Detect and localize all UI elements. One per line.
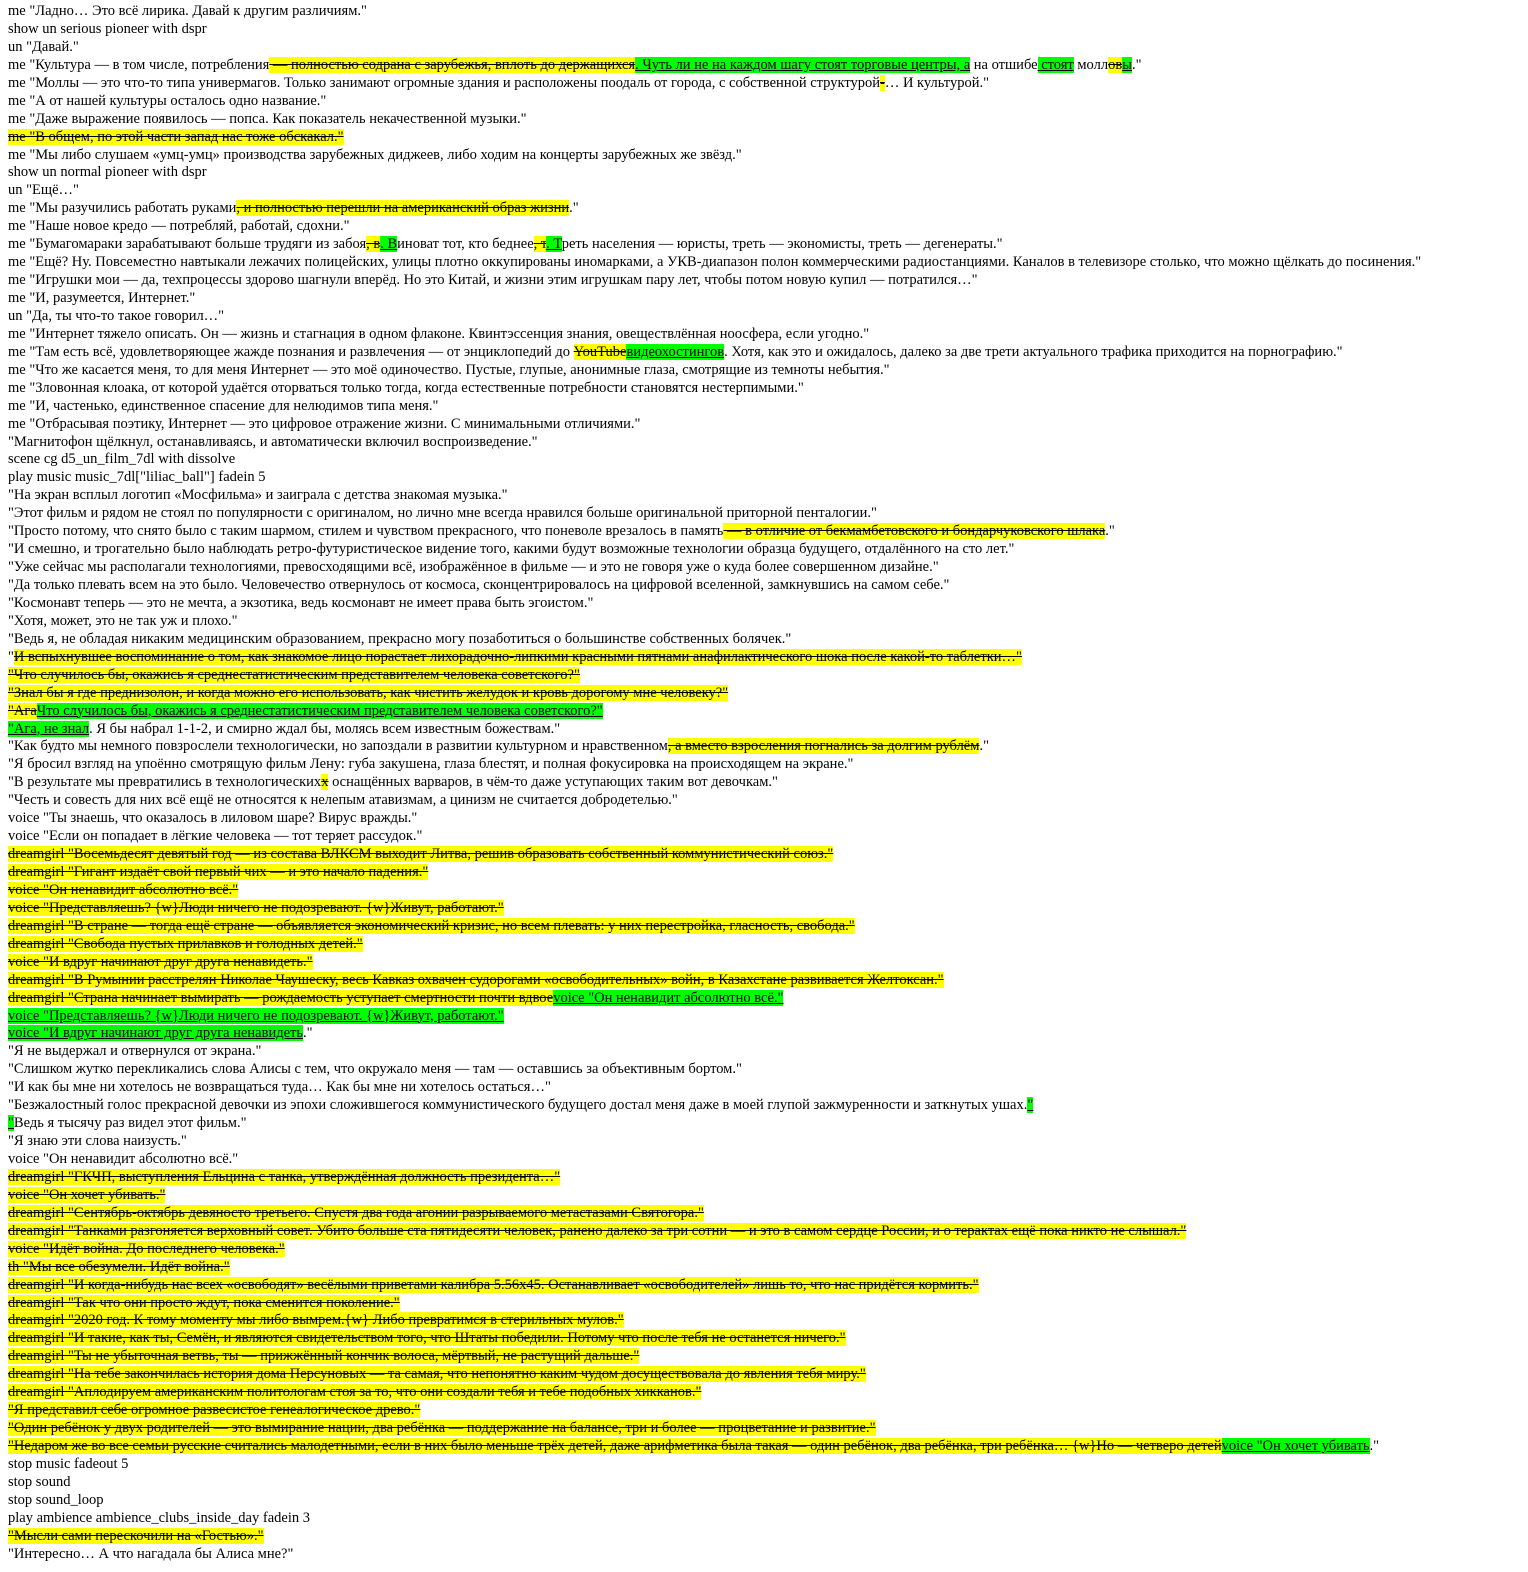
script-line — [8, 541, 1528, 559]
text-segment: "И смешно, и трогательно было наблюдать ретро-футуристическое видение того, какими будут возможные технологии образца будущего, отдалённого на сто лет." — [8, 541, 1015, 558]
text-segment: voice "Он ненавидит абсолютно всё." — [8, 1151, 239, 1167]
text-segment: "Магнитофон щёлкнул, останавливаясь, и автоматически включил воспроизведение." — [8, 433, 538, 450]
script-line — [8, 469, 1528, 487]
text-segment: un "Да, ты что-то такое говорил…" — [8, 307, 225, 324]
text-segment: me "Игрушки мои — да, техпроцессы здорово шагнули вперёд. Но это Китай, и жизни этим игрушкам пару лет, чтобы потом новую купил — потратился…" — [8, 272, 978, 289]
text-segment: ." — [979, 738, 989, 755]
script-line — [8, 75, 1528, 93]
text-segment: . Я бы набрал 1-1-2, и смирно ждал бы, молясь всем известным божествам." — [89, 720, 561, 737]
script-line — [8, 1330, 1528, 1348]
text-segment: play music music_7dl["liliac_ball"] fadein 5 — [8, 469, 266, 486]
script-line — [8, 1223, 1528, 1241]
script-line — [8, 272, 1528, 290]
script-line — [8, 1025, 1528, 1043]
text-segment: "Просто потому, что снято было с таким шармом, стилем и чувством прекрасного, что поневоле врезалось в память — [8, 523, 724, 540]
text-segment: "Слишком жутко перекликались слова Алисы с тем, что окружало меня — там — оставшись за объективным бортом." — [8, 1061, 742, 1078]
text-segment: иноват тот, кто беднее — [397, 236, 534, 253]
deleted-text: dreamgirl "Ты не убыточная ветвь, ты — прижжённый кончик волоса, мёртвый, не растущий дальше." — [8, 1348, 640, 1365]
deleted-text: th "Мы все обезумели. Идёт война." — [8, 1258, 230, 1275]
text-segment: "Я бросил взгляд на упоённо смотрящую фильм Лену: губа закушена, глаза блестят, и полная фокусировка на происходящем на экране." — [8, 756, 854, 773]
text-segment: ." — [1131, 56, 1142, 73]
deleted-text: "Один ребёнок у двух родителей — это вымирание нации, два ребёнка — поддержание на балансе, три и более — процветание и развитие." — [8, 1420, 876, 1437]
text-segment: "Безжалостный голос прекрасной девочки из эпохи сложившегося коммунистического будущего достал меня даже в моей глупой зажмуренности и заткнутых ушах. — [8, 1097, 1028, 1114]
deleted-text: , а вместо взросления погнались за долгим рублём — [667, 738, 980, 755]
script-line — [8, 792, 1528, 810]
script-line — [8, 1348, 1528, 1366]
text-segment: stop sound_loop — [8, 1491, 104, 1508]
deleted-text: dreamgirl "ГКЧП, выступления Ельцина с танка, утверждённая должность президента…" — [8, 1168, 561, 1185]
script-line — [8, 147, 1528, 165]
inserted-text: . Т — [546, 236, 562, 253]
text-segment: "Этот фильм и рядом не стоял по популярности с оригиналом, но лично мне всегда нравился больше оригинальной приторной пенталогии." — [8, 505, 877, 522]
text-segment: оснащённых варваров, в чём-то даже уступающих таким вот девочкам." — [328, 774, 778, 791]
deleted-text: И вспыхнувшее воспоминание о том, как знакомое лицо порастает лихорадочно-липкими красными пятнами анафилактического шока после какой-то таблетки…" — [13, 648, 1022, 665]
script-line — [8, 1474, 1528, 1492]
inserted-text: Что случилось бы, окажись я среднестатистическим представителем человека советского?" — [36, 702, 603, 719]
text-segment: реть населения — юристы, треть — экономисты, треть — дегенераты." — [561, 236, 1003, 253]
script-line — [8, 1008, 1528, 1026]
script-line — [8, 451, 1528, 469]
script-line — [8, 290, 1528, 308]
text-segment: voice "Если он попадает в лёгкие человека — тот теряет рассудок." — [8, 828, 423, 845]
text-segment: на отшибе — [970, 56, 1038, 73]
deleted-text: "Что случилось бы, окажись я среднестатистическим представителем человека советского?" — [8, 666, 580, 683]
script-line — [8, 308, 1528, 326]
text-segment: voice "Ты знаешь, что оказалось в лиловом шаре? Вирус вражды." — [8, 810, 418, 827]
script-line — [8, 1133, 1528, 1151]
script-line — [8, 577, 1528, 595]
text-segment: stop sound — [8, 1473, 71, 1490]
text-segment: "Интересно… А что нагадала бы Алиса мне?" — [8, 1545, 294, 1562]
script-line — [8, 1384, 1528, 1402]
text-segment: Ведь я тысячу раз видел этот фильм." — [13, 1115, 247, 1132]
script-line — [8, 434, 1528, 452]
script-line — [8, 487, 1528, 505]
script-line — [8, 864, 1528, 882]
script-line — [8, 1115, 1528, 1133]
text-segment: play ambience ambience_clubs_inside_day fadein 3 — [8, 1509, 310, 1526]
deleted-text: х — [321, 774, 329, 791]
deleted-text: — в отличие от бекмамбетовского и бондарчуковского шлака — [723, 523, 1106, 540]
text-segment: "В результате мы превратились в технологических — [8, 774, 322, 791]
text-segment: "И как бы мне ни хотелось не возвращаться туда… Как бы мне ни хотелось остаться…" — [8, 1079, 551, 1096]
deleted-text: — полностью содрана с зарубежья, вплоть до держащихся — [269, 56, 636, 73]
script-line — [8, 972, 1528, 990]
script-line — [8, 1259, 1528, 1277]
script-line — [8, 218, 1528, 236]
inserted-text: voice "Он ненавидит абсолютно всё." — [553, 989, 784, 1006]
text-segment: "Да только плевать всем на это было. Человечество отвернулось от космоса, сконцентрировалось на цифровой вселенной, замкнувшись на самом себе." — [8, 577, 950, 593]
inserted-text: voice "Он хочет убивать — [1221, 1438, 1370, 1454]
script-line — [8, 182, 1528, 200]
text-segment: "На экран всплыл логотип «Мосфильма» и заиграла с детства знакомая музыка." — [8, 487, 508, 504]
script-line — [8, 685, 1528, 703]
text-segment: "Я знаю эти слова наизусть." — [8, 1133, 187, 1150]
script-line — [8, 57, 1528, 75]
text-segment: me "Даже выражение появилось — попса. Как показатель некачественной музыки." — [8, 110, 527, 127]
deleted-text: dreamgirl "На тебе закончилась история дома Персуновых — та самая, что непонятно каким чудом досуществовала до явления тебя миру." — [8, 1366, 866, 1383]
script-line — [8, 649, 1528, 667]
script-line — [8, 326, 1528, 344]
inserted-text: voice "И вдруг начинают друг друга ненавидеть — [8, 1025, 303, 1042]
script-line — [8, 631, 1528, 649]
script-line — [8, 756, 1528, 774]
script-line — [8, 1295, 1528, 1313]
text-segment: un "Ещё…" — [8, 182, 79, 199]
text-segment: ." — [302, 1025, 313, 1042]
script-line — [8, 828, 1528, 846]
text-segment: " — [8, 648, 14, 665]
inserted-text: . В — [380, 236, 398, 253]
text-segment: me "А от нашей культуры осталось одно название." — [8, 92, 327, 109]
script-line — [8, 1241, 1528, 1259]
deleted-text: dreamgirl "2020 год. К тому моменту мы либо вымрем.{w} Либо превратимся в стерильных мулов." — [8, 1312, 624, 1329]
deleted-text: dreamgirl "Страна начинает вымирать — рождаемость уступает смертности почти вдвое — [8, 989, 554, 1006]
text-segment: me "И, частенько, единственное спасение для нелюдимов типа меня." — [8, 397, 439, 414]
deleted-text: dreamgirl "Восемьдесят девятый год — из состава ВЛКСМ выходит Литва, решив образовать собственный коммунистический союз." — [8, 846, 834, 863]
script-line — [8, 416, 1528, 434]
script-line — [8, 846, 1528, 864]
script-line — [8, 1277, 1528, 1295]
script-line — [8, 900, 1528, 918]
script-line — [8, 1492, 1528, 1510]
inserted-text: стоят — [1037, 56, 1074, 73]
inserted-text: "Ага, не знал — [8, 720, 90, 737]
script-line — [8, 1079, 1528, 1097]
text-segment: молл — [1073, 56, 1109, 73]
text-segment: me "Моллы — это что-то типа универмагов. Только занимают огромные здания и расположены поодаль от города, с собственной структурой — [8, 74, 880, 91]
text-segment: me "Зловонная клоака, от которой удаётся оторваться только тогда, когда естественные потребности становятся нестерпимыми." — [8, 379, 804, 396]
script-line — [8, 990, 1528, 1008]
deleted-text: dreamgirl "Аплодируем американским политологам стоя за то, что они создали тебя и тебе подобных хикканов." — [8, 1384, 702, 1401]
deleted-text: voice "Представляешь? {w}Люди ничего не подозревают. {w}Живут, работают." — [8, 899, 504, 916]
text-segment: me "Ещё? Ну. Повсеместно навтыкали лежачих полицейских, улицы плотно оккупированы иномарками, а УКВ-диапазон полон коммерческими радиостанциями. Каналов в телевизоре столько, что можно щёлкать до посинения." — [8, 254, 1422, 271]
deleted-text: "Недаром же во все семьи русские считались малодетными, если в них было меньше трёх детей, даже арифметика была такая — один ребёнок, два ребёнка, три ребёнка… {w}Но — четверо детей — [8, 1438, 1222, 1454]
text-segment: me "Мы либо слушаем «умц-умц» производства зарубежных диджеев, либо ходим на концерты зарубежных же звёзд." — [8, 146, 742, 163]
inserted-text: voice "Представляешь? {w}Люди ничего не подозревают. {w}Живут, работают." — [8, 1007, 504, 1024]
text-segment: ." — [1369, 1438, 1380, 1454]
script-line — [8, 703, 1528, 721]
deleted-text: dreamgirl "Сентябрь-октябрь девяносто третьего. Спустя два года агонии разрываемого метастазами Святогора." — [8, 1204, 704, 1221]
text-segment: me "Там есть всё, удовлетворяющее жажде познания и развлечения — от энциклопедий до — [8, 343, 574, 360]
text-segment: "Уже сейчас мы располагали технологиями, превосходящими всё, изображённое в фильме — и это не говоря уже о куда более совершенном дизайне." — [8, 559, 939, 576]
script-line — [8, 810, 1528, 828]
inserted-text: видеохостингов — [626, 343, 725, 360]
deleted-text: voice "Идёт война. До последнего человека." — [8, 1240, 285, 1257]
deleted-text: "Мысли сами перескочили на «Гостью»." — [8, 1527, 264, 1544]
deleted-text: dreamgirl "В стране — тогда ещё стране — объявляется экономический кризис, но всем плевать: у них перестройка, гласность, свобода." — [8, 917, 855, 934]
deleted-text: dreamgirl "И такие, как ты, Семён, и являются свидетельством того, что Штаты победили. Потому что после тебя не останется ничего." — [8, 1330, 846, 1347]
text-segment: ." — [569, 200, 579, 217]
deleted-text: ов — [1108, 56, 1123, 73]
script-line — [8, 918, 1528, 936]
script-line — [8, 1169, 1528, 1187]
text-segment: un "Давай." — [8, 38, 79, 55]
text-segment: show un normal pioneer with dspr — [8, 164, 207, 181]
script-line — [8, 1546, 1528, 1564]
deleted-text: , в — [366, 236, 381, 253]
deleted-text: voice "И вдруг начинают друг друга ненавидеть." — [8, 953, 313, 970]
script-line — [8, 21, 1528, 39]
script-line — [8, 882, 1528, 900]
deleted-text: "Я представил себе огромное развесистое генеалогическое древо." — [8, 1402, 421, 1419]
text-segment: me "Что же касается меня, то для меня Интернет — это моё одиночество. Пустые, глупые, анонимные глаза, смотрящие из темноты небытия." — [8, 361, 890, 378]
text-segment: me "И, разумеется, Интернет." — [8, 290, 196, 306]
text-segment: stop music fadeout 5 — [8, 1455, 129, 1472]
deleted-text: dreamgirl "Так что они просто ждут, пока сменится поколение." — [8, 1294, 400, 1311]
text-segment: me "Культура — в том числе, потребления — [8, 56, 270, 73]
script-line — [8, 380, 1528, 398]
text-segment: "Я не выдержал и отвернулся от экрана." — [8, 1043, 262, 1060]
script-line — [8, 3, 1528, 21]
script-line — [8, 1510, 1528, 1528]
text-segment: … И культурой." — [884, 74, 989, 91]
deleted-text: , и полностью перешли на американский образ жизни — [236, 200, 570, 217]
script-line — [8, 200, 1528, 218]
script-line — [8, 1312, 1528, 1330]
script-line — [8, 1366, 1528, 1384]
script-line — [8, 1151, 1528, 1169]
text-segment: me "Ладно… Это всё лирика. Давай к другим различиям." — [8, 3, 367, 19]
script-line — [8, 1205, 1528, 1223]
script-line — [8, 721, 1528, 739]
text-segment: me "Наше новое кредо — потребляй, работай, сдохни." — [8, 218, 350, 235]
deleted-text: me "В общем, по этой части запад нас тоже обскакал." — [8, 128, 344, 145]
text-segment: me "Отбрасывая поэтику, Интернет — это цифровое отражение жизни. С минимальными отличиями." — [8, 415, 641, 432]
script-line — [8, 93, 1528, 111]
text-segment: "Космонавт теперь — это не мечта, а экзотика, ведь космонавт не имеет права быть эгоистом." — [8, 594, 594, 611]
script-line — [8, 936, 1528, 954]
deleted-text: dreamgirl "Свобода пустых прилавков и голодных детей." — [8, 935, 363, 952]
deleted-text: dreamgirl "И когда-нибудь нас всех «освободят» весёлыми приветами калибра 5.56х45. Останавливает «освободителей» лишь то, что нас придётся кормить." — [8, 1276, 979, 1293]
deleted-text: dreamgirl "Танками разгоняется верховный совет. Убито больше ста пятидесяти человек, ранено далеко за три сотни — и это в самом сердце России, и о терактах ещё пока никто не слышал." — [8, 1222, 1187, 1239]
script-line — [8, 1043, 1528, 1061]
script-line — [8, 39, 1528, 57]
script-line — [8, 236, 1528, 254]
script-line — [8, 1187, 1528, 1205]
text-segment: "Честь и совесть для них всё ещё не относятся к нелепым атавизмам, а цинизм не считается добродетелью." — [8, 792, 678, 809]
script-line — [8, 164, 1528, 182]
text-segment: me "Мы разучились работать руками — [8, 200, 237, 217]
text-segment: . Хотя, как это и ожидалось, далеко за две трети актуального трафика приходится на порнографию." — [724, 343, 1343, 360]
script-line — [8, 738, 1528, 756]
text-segment: show un serious pioneer with dspr — [8, 20, 207, 37]
deleted-text: voice "Он хочет убивать." — [8, 1186, 166, 1203]
script-line — [8, 954, 1528, 972]
text-segment: me "Бумагомараки зарабатывают больше трудяги из забоя — [8, 236, 367, 253]
script-line — [8, 559, 1528, 577]
script-line — [8, 111, 1528, 129]
text-segment: me "Интернет тяжело описать. Он — жизнь и стагнация в одном флаконе. Квинтэссенция знания, овеществлённая ноосфера, если угодно." — [8, 325, 870, 342]
text-segment: ." — [1105, 523, 1115, 540]
script-line — [8, 1061, 1528, 1079]
script-line — [8, 595, 1528, 613]
script-line — [8, 774, 1528, 792]
script-line — [8, 1420, 1528, 1438]
script-line — [8, 344, 1528, 362]
script-line — [8, 523, 1528, 541]
deleted-text: YouTube — [573, 343, 627, 360]
deleted-text: , т — [533, 236, 547, 253]
script-line — [8, 362, 1528, 380]
inserted-text: . Чуть ли не на каждом шагу стоят торговые центры, а — [635, 56, 971, 73]
text-segment: scene cg d5_un_film_7dl with dissolve — [8, 451, 236, 468]
script-line — [8, 398, 1528, 416]
script-line — [8, 254, 1528, 272]
script-line — [8, 1438, 1528, 1456]
deleted-text: dreamgirl "Гигант издаёт свой первый чих — и это начало падения." — [8, 864, 429, 880]
inserted-text: " — [1027, 1097, 1034, 1114]
script-line — [8, 505, 1528, 523]
text-segment: "Хотя, может, это не так уж и плохо." — [8, 612, 238, 629]
script-line — [8, 1528, 1528, 1546]
deleted-text: "Знал бы я где преднизолон, и когда можно его использовать, как чистить желудок и кровь дорогому мне человеку?" — [8, 684, 729, 701]
deleted-text: "Ага — [8, 702, 37, 719]
deleted-text: dreamgirl "В Румынии расстрелян Николае Чаушеску, весь Кавказ охвачен судорогами «освободительных» войн, в Казахстане развивается Желтоксан." — [8, 971, 944, 988]
script-line — [8, 129, 1528, 147]
script-line — [8, 613, 1528, 631]
text-segment: "Ведь я, не обладая никаким медицинским образованием, прекрасно могу позаботиться о большинстве собственных болячек." — [8, 630, 792, 647]
inserted-text: " — [8, 1115, 14, 1132]
deleted-text: voice "Он ненавидит абсолютно всё." — [8, 881, 239, 898]
inserted-text: ы — [1122, 56, 1132, 73]
script-line — [8, 667, 1528, 685]
script-line — [8, 1402, 1528, 1420]
deleted-text: - — [879, 74, 885, 91]
script-line — [8, 1456, 1528, 1474]
text-segment: "Как будто мы немного повзрослели технологически, но запоздали в развитии культурном и нравственном — [8, 738, 668, 755]
script-line — [8, 1097, 1528, 1115]
